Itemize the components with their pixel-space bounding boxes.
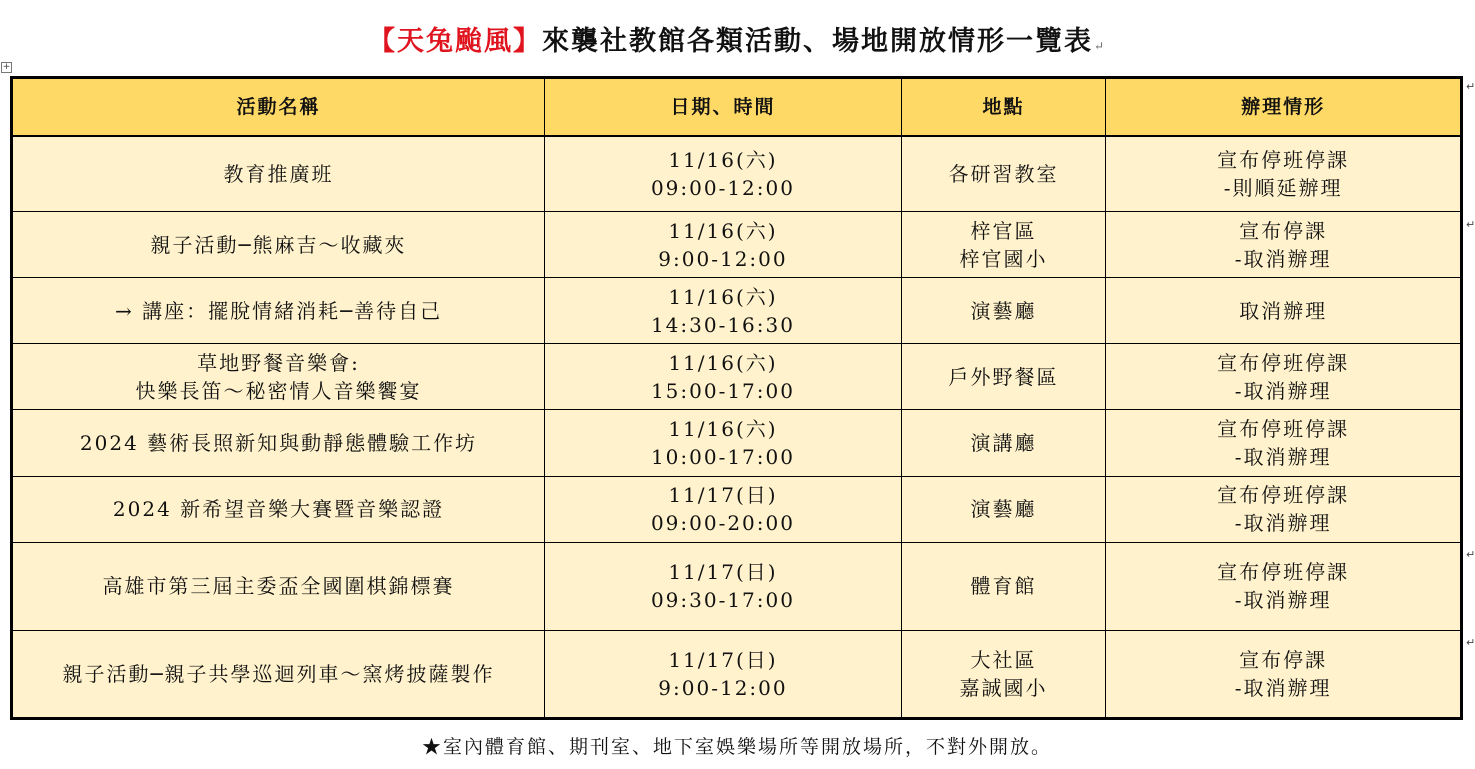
- datetime-line: 11/16(六): [668, 350, 778, 375]
- location-line: 各研習教室: [948, 161, 1059, 186]
- activity-line: 2024 藝術長照新知與動靜態體驗工作坊: [79, 431, 478, 455]
- status-cell: [1106, 476, 1462, 542]
- status-line: -取消辦理: [1234, 378, 1332, 403]
- activity-cell: [12, 410, 545, 476]
- status-cell: [1106, 410, 1462, 476]
- location-line: 演藝廳: [970, 497, 1037, 522]
- status-cell: [1106, 630, 1462, 718]
- header-activity: 活動名稱: [12, 78, 545, 136]
- datetime-line: 11/17(日): [668, 560, 778, 585]
- status-cell: [1106, 542, 1462, 630]
- activity-line: 快樂長笛～秘密情人音樂饗宴: [135, 378, 422, 403]
- row-end-mark-icon: ↵: [1466, 636, 1475, 649]
- datetime-line: 11/16(六): [668, 147, 778, 172]
- datetime-cell: [545, 630, 902, 718]
- row-end-mark-icon: ↵: [1466, 548, 1475, 561]
- page-title: [0, 22, 1474, 66]
- datetime-cell: [545, 136, 902, 212]
- datetime-line: 15:00-17:00: [650, 378, 795, 403]
- status-line: -取消辦理: [1234, 246, 1332, 271]
- location-line: 梓官國小: [959, 246, 1048, 271]
- status-line: 宣布停班停課: [1217, 483, 1350, 508]
- activity-cell: [12, 344, 545, 410]
- row-end-mark-icon: ↵: [1466, 80, 1475, 93]
- status-line: 宣布停班停課: [1217, 417, 1350, 441]
- datetime-line: 11/16(六): [668, 284, 778, 309]
- status-line: -取消辦理: [1234, 675, 1332, 700]
- status-line: -取消辦理: [1234, 445, 1332, 469]
- datetime-line: 09:00-12:00: [650, 175, 795, 200]
- header-status: 辦理情形: [1106, 78, 1462, 136]
- table-row: [12, 212, 1462, 278]
- datetime-line: 11/17(日): [668, 483, 778, 508]
- table-row: [12, 344, 1462, 410]
- location-line: 演藝廳: [970, 298, 1037, 323]
- datetime-line: 11/17(日): [668, 647, 778, 672]
- location-line: 嘉誠國小: [959, 675, 1048, 700]
- location-line: 梓官區: [970, 218, 1037, 243]
- location-line: 體育館: [970, 574, 1037, 599]
- table-row: [12, 410, 1462, 476]
- datetime-line: 9:00-12:00: [658, 675, 788, 700]
- activity-cell: [12, 212, 545, 278]
- table-row: [12, 136, 1462, 212]
- activity-line: 教育推廣班: [223, 161, 334, 186]
- footnote: ★室內體育館、期刊室、地下室娛樂場所等開放場所，不對外開放。: [421, 736, 1052, 758]
- table-move-handle-icon[interactable]: +: [2, 62, 11, 72]
- status-cell: [1106, 136, 1462, 212]
- datetime-cell: [545, 410, 902, 476]
- status-line: 宣布停班停課: [1217, 147, 1350, 172]
- header-datetime: 日期、時間: [545, 78, 902, 136]
- header-location: 地點: [901, 78, 1105, 136]
- datetime-line: 10:00-17:00: [650, 445, 795, 469]
- location-cell: [901, 278, 1105, 344]
- activity-line: 親子活動─熊麻吉～收藏夾: [150, 232, 407, 257]
- location-cell: [901, 410, 1105, 476]
- status-line: -則順延辦理: [1223, 175, 1343, 200]
- status-cell: [1106, 278, 1462, 344]
- datetime-cell: [545, 278, 902, 344]
- location-cell: [901, 136, 1105, 212]
- status-line: -取消辦理: [1234, 511, 1332, 536]
- status-line: 取消辦理: [1239, 298, 1328, 323]
- title-accent: 【天兔颱風】: [367, 26, 542, 57]
- activity-cell: [12, 278, 545, 344]
- datetime-cell: [545, 344, 902, 410]
- datetime-line: 14:30-16:30: [650, 312, 795, 337]
- table-header-row: [12, 78, 1462, 136]
- activity-table: [10, 76, 1463, 720]
- table-row: [12, 278, 1462, 344]
- location-line: 戶外野餐區: [948, 364, 1059, 389]
- table-row: [12, 542, 1462, 630]
- location-cell: [901, 630, 1105, 718]
- status-line: 宣布停班停課: [1217, 560, 1350, 585]
- row-end-mark-icon: ↵: [1466, 218, 1475, 231]
- status-line: 宣布停課: [1239, 218, 1328, 243]
- location-line: 大社區: [970, 647, 1037, 672]
- table-row: [12, 476, 1462, 542]
- datetime-line: 09:30-17:00: [650, 588, 795, 613]
- location-cell: [901, 212, 1105, 278]
- activity-cell: [12, 136, 545, 212]
- activity-cell: [12, 476, 545, 542]
- activity-cell: [12, 542, 545, 630]
- location-cell: [901, 344, 1105, 410]
- datetime-cell: [545, 476, 902, 542]
- datetime-line: 11/16(六): [668, 417, 778, 441]
- status-cell: [1106, 212, 1462, 278]
- table-row: [12, 630, 1462, 718]
- datetime-cell: [545, 542, 902, 630]
- status-cell: [1106, 344, 1462, 410]
- title-main: 來襲社教館各類活動、場地開放情形一覽表: [541, 26, 1093, 57]
- paragraph-mark-icon: ↵: [1093, 39, 1107, 53]
- status-line: -取消辦理: [1234, 588, 1332, 613]
- location-cell: [901, 542, 1105, 630]
- activity-line: → 講座：擺脫情緒消耗─善待自己: [114, 298, 443, 323]
- location-cell: [901, 476, 1105, 542]
- activity-line: 高雄市第三屆主委盃全國圍棋錦標賽: [102, 574, 455, 599]
- activity-cell: [12, 630, 545, 718]
- datetime-line: 09:00-20:00: [650, 511, 795, 536]
- status-line: 宣布停課: [1239, 647, 1328, 672]
- activity-line: 2024 新希望音樂大賽暨音樂認證: [112, 497, 445, 522]
- status-line: 宣布停班停課: [1217, 350, 1350, 375]
- activity-line: 草地野餐音樂會:: [197, 350, 360, 375]
- datetime-cell: [545, 212, 902, 278]
- activity-line: 親子活動─親子共學巡迴列車～窯烤披薩製作: [62, 661, 495, 686]
- datetime-line: 11/16(六): [668, 218, 778, 243]
- location-line: 演講廳: [970, 431, 1037, 455]
- datetime-line: 9:00-12:00: [658, 246, 788, 271]
